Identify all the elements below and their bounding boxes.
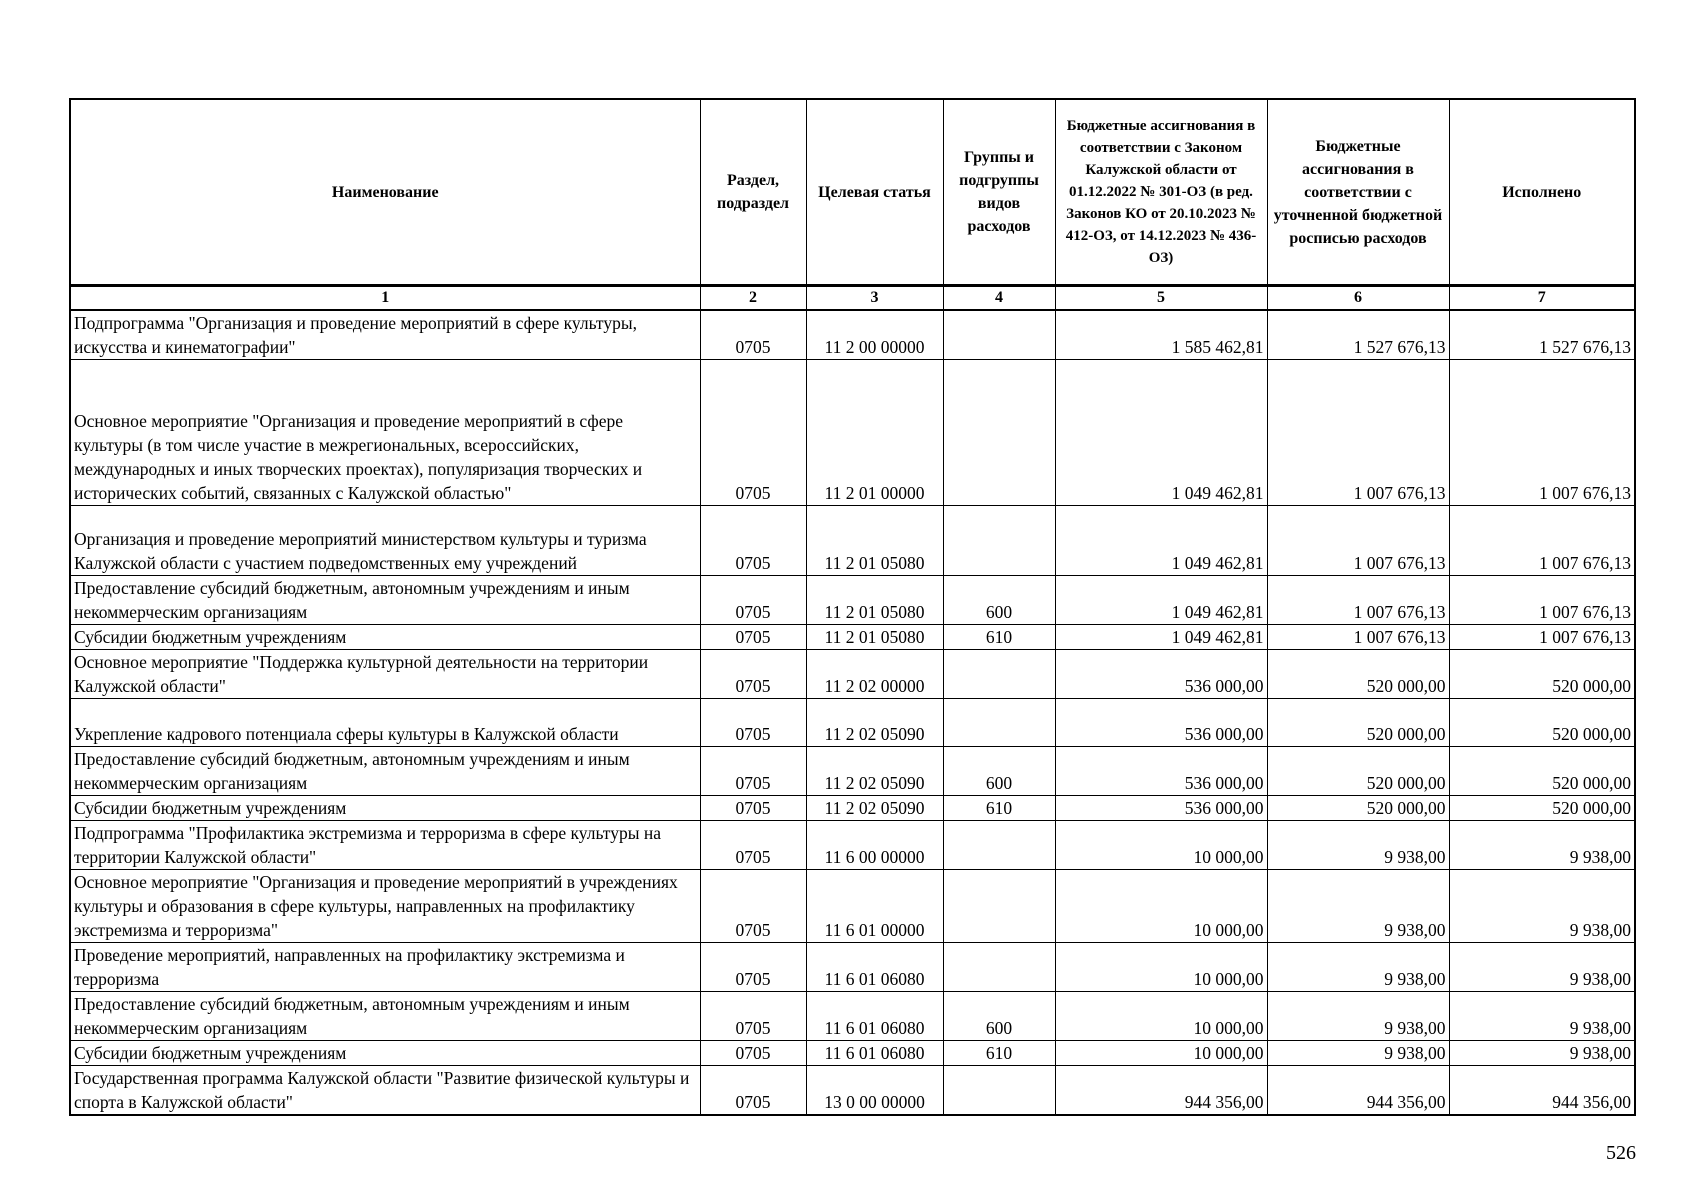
row-group: 610: [943, 625, 1055, 650]
table-row: [70, 747, 1635, 796]
row-article: 11 2 02 05090: [806, 747, 943, 796]
row-article: 11 6 01 06080: [806, 943, 943, 992]
row-article: 11 6 01 06080: [806, 992, 943, 1041]
row-article: 11 2 01 00000: [806, 360, 943, 506]
row-budget-refined: 520 000,00: [1267, 699, 1449, 747]
row-budget-law: 1 049 462,81: [1055, 360, 1267, 506]
row-section: 0705: [700, 1066, 806, 1116]
table-row: [70, 1066, 1635, 1116]
row-article: 11 2 02 05090: [806, 699, 943, 747]
table-row: [70, 506, 1635, 576]
row-section: 0705: [700, 796, 806, 821]
table-row: [70, 576, 1635, 625]
row-group: 600: [943, 576, 1055, 625]
col-header-executed: Исполнено: [1449, 99, 1635, 286]
row-budget-refined: 944 356,00: [1267, 1066, 1449, 1116]
row-budget-refined: 1 007 676,13: [1267, 576, 1449, 625]
row-group: [943, 1066, 1055, 1116]
row-budget-refined: 520 000,00: [1267, 796, 1449, 821]
row-article: 11 6 00 00000: [806, 821, 943, 870]
row-budget-law: 10 000,00: [1055, 992, 1267, 1041]
row-budget-law: 1 585 462,81: [1055, 310, 1267, 360]
row-name: Проведение мероприятий, направленных на профилактику экстремизма и терроризма: [70, 943, 700, 992]
row-section: 0705: [700, 360, 806, 506]
page-number: 526: [1606, 1142, 1636, 1164]
row-executed: 9 938,00: [1449, 870, 1635, 943]
row-article: 11 2 02 05090: [806, 796, 943, 821]
row-budget-refined: 9 938,00: [1267, 1041, 1449, 1066]
budget-table: [69, 98, 1636, 1116]
row-name: Укрепление кадрового потенциала сферы культуры в Калужской области: [70, 699, 700, 747]
header-row: [70, 99, 1635, 286]
row-executed: 1 007 676,13: [1449, 576, 1635, 625]
row-executed: 1 527 676,13: [1449, 310, 1635, 360]
row-article: 11 2 02 00000: [806, 650, 943, 699]
col-header-group: Группы и подгруппы видов расходов: [943, 99, 1055, 286]
row-budget-law: 10 000,00: [1055, 870, 1267, 943]
table-row: [70, 360, 1635, 506]
row-section: 0705: [700, 506, 806, 576]
row-name: Основное мероприятие "Организация и проведение мероприятий в учреждениях культуры и образования в сфере культуры, направленных на профилактику экстремизма и терроризма": [70, 870, 700, 943]
row-name: Субсидии бюджетным учреждениям: [70, 796, 700, 821]
row-budget-law: 10 000,00: [1055, 1041, 1267, 1066]
row-budget-refined: 9 938,00: [1267, 870, 1449, 943]
row-section: 0705: [700, 1041, 806, 1066]
col-header-budget-refined: Бюджетные ассигнования в соответствии с уточненной бюджетной росписью расходов: [1267, 99, 1449, 286]
row-section: 0705: [700, 821, 806, 870]
table-row: [70, 1041, 1635, 1066]
row-group: 600: [943, 747, 1055, 796]
col-number: 3: [806, 286, 943, 311]
col-number: 4: [943, 286, 1055, 311]
row-name: Субсидии бюджетным учреждениям: [70, 625, 700, 650]
row-group: [943, 943, 1055, 992]
row-section: 0705: [700, 943, 806, 992]
row-budget-refined: 1 007 676,13: [1267, 506, 1449, 576]
row-budget-refined: 1 007 676,13: [1267, 360, 1449, 506]
row-budget-refined: 9 938,00: [1267, 943, 1449, 992]
row-budget-law: 1 049 462,81: [1055, 576, 1267, 625]
row-name: Предоставление субсидий бюджетным, автономным учреждениям и иным некоммерческим организациям: [70, 576, 700, 625]
row-name: Подпрограмма "Профилактика экстремизма и терроризма в сфере культуры на территории Калужской области": [70, 821, 700, 870]
row-group: 600: [943, 992, 1055, 1041]
col-number: 2: [700, 286, 806, 311]
row-name: Подпрограмма "Организация и проведение мероприятий в сфере культуры, искусства и кинематографии": [70, 310, 700, 360]
row-group: [943, 360, 1055, 506]
row-executed: 9 938,00: [1449, 943, 1635, 992]
table-row: [70, 796, 1635, 821]
row-article: 11 2 01 05080: [806, 625, 943, 650]
row-budget-law: 1 049 462,81: [1055, 625, 1267, 650]
row-section: 0705: [700, 870, 806, 943]
row-budget-law: 10 000,00: [1055, 943, 1267, 992]
row-group: [943, 870, 1055, 943]
column-number-row: [70, 286, 1635, 311]
row-name: Предоставление субсидий бюджетным, автономным учреждениям и иным некоммерческим организациям: [70, 747, 700, 796]
table-row: [70, 310, 1635, 360]
row-section: 0705: [700, 576, 806, 625]
col-header-budget-law: Бюджетные ассигнования в соответствии с Законом Калужской области от 01.12.2022 № 301-ОЗ (в ред. Законов КО от 20.10.2023 № 412-ОЗ, от 14.12.2023 № 436-ОЗ): [1055, 99, 1267, 286]
row-group: [943, 821, 1055, 870]
row-budget-law: 944 356,00: [1055, 1066, 1267, 1116]
row-article: 11 6 01 00000: [806, 870, 943, 943]
row-section: 0705: [700, 747, 806, 796]
row-article: 11 2 01 05080: [806, 506, 943, 576]
row-section: 0705: [700, 992, 806, 1041]
col-header-name: Наименование: [70, 99, 700, 286]
row-executed: 1 007 676,13: [1449, 625, 1635, 650]
row-executed: 520 000,00: [1449, 650, 1635, 699]
row-budget-refined: 1 527 676,13: [1267, 310, 1449, 360]
row-name: Основное мероприятие "Поддержка культурной деятельности на территории Калужской области": [70, 650, 700, 699]
col-number: 6: [1267, 286, 1449, 311]
row-executed: 944 356,00: [1449, 1066, 1635, 1116]
table-row: [70, 992, 1635, 1041]
row-executed: 1 007 676,13: [1449, 506, 1635, 576]
col-number: 1: [70, 286, 700, 311]
row-section: 0705: [700, 650, 806, 699]
table-row: [70, 870, 1635, 943]
row-executed: 520 000,00: [1449, 796, 1635, 821]
row-name: Государственная программа Калужской области "Развитие физической культуры и спорта в Калужской области": [70, 1066, 700, 1116]
row-executed: 9 938,00: [1449, 1041, 1635, 1066]
row-name: Субсидии бюджетным учреждениям: [70, 1041, 700, 1066]
col-number: 7: [1449, 286, 1635, 311]
row-article: 11 2 00 00000: [806, 310, 943, 360]
table-row: [70, 821, 1635, 870]
col-number: 5: [1055, 286, 1267, 311]
row-budget-refined: 9 938,00: [1267, 821, 1449, 870]
row-group: 610: [943, 796, 1055, 821]
row-budget-refined: 520 000,00: [1267, 747, 1449, 796]
row-name: Организация и проведение мероприятий министерством культуры и туризма Калужской области с участием подведомственных ему учреждений: [70, 506, 700, 576]
col-header-article: Целевая статья: [806, 99, 943, 286]
table-row: [70, 943, 1635, 992]
row-budget-law: 536 000,00: [1055, 650, 1267, 699]
row-executed: 9 938,00: [1449, 821, 1635, 870]
row-executed: 520 000,00: [1449, 747, 1635, 796]
row-budget-law: 536 000,00: [1055, 796, 1267, 821]
row-budget-law: 10 000,00: [1055, 821, 1267, 870]
table-body: [70, 310, 1635, 1115]
row-article: 11 6 01 06080: [806, 1041, 943, 1066]
row-group: [943, 506, 1055, 576]
row-section: 0705: [700, 310, 806, 360]
row-article: 13 0 00 00000: [806, 1066, 943, 1116]
row-executed: 9 938,00: [1449, 992, 1635, 1041]
row-name: Основное мероприятие "Организация и проведение мероприятий в сфере культуры (в том числе участие в межрегиональных, всероссийских, международных и иных творческих проектах), популяризация творческих и исторических событий, связанных с Калужской областью": [70, 360, 700, 506]
table-row: [70, 650, 1635, 699]
row-group: [943, 650, 1055, 699]
row-budget-law: 536 000,00: [1055, 747, 1267, 796]
row-budget-law: 1 049 462,81: [1055, 506, 1267, 576]
row-group: 610: [943, 1041, 1055, 1066]
row-budget-refined: 1 007 676,13: [1267, 625, 1449, 650]
table-row: [70, 625, 1635, 650]
row-group: [943, 310, 1055, 360]
row-budget-law: 536 000,00: [1055, 699, 1267, 747]
row-budget-refined: 520 000,00: [1267, 650, 1449, 699]
row-section: 0705: [700, 625, 806, 650]
col-header-section: Раздел, подраздел: [700, 99, 806, 286]
row-budget-refined: 9 938,00: [1267, 992, 1449, 1041]
table-row: [70, 699, 1635, 747]
row-executed: 520 000,00: [1449, 699, 1635, 747]
row-name: Предоставление субсидий бюджетным, автономным учреждениям и иным некоммерческим организациям: [70, 992, 700, 1041]
row-section: 0705: [700, 699, 806, 747]
row-group: [943, 699, 1055, 747]
row-executed: 1 007 676,13: [1449, 360, 1635, 506]
row-article: 11 2 01 05080: [806, 576, 943, 625]
